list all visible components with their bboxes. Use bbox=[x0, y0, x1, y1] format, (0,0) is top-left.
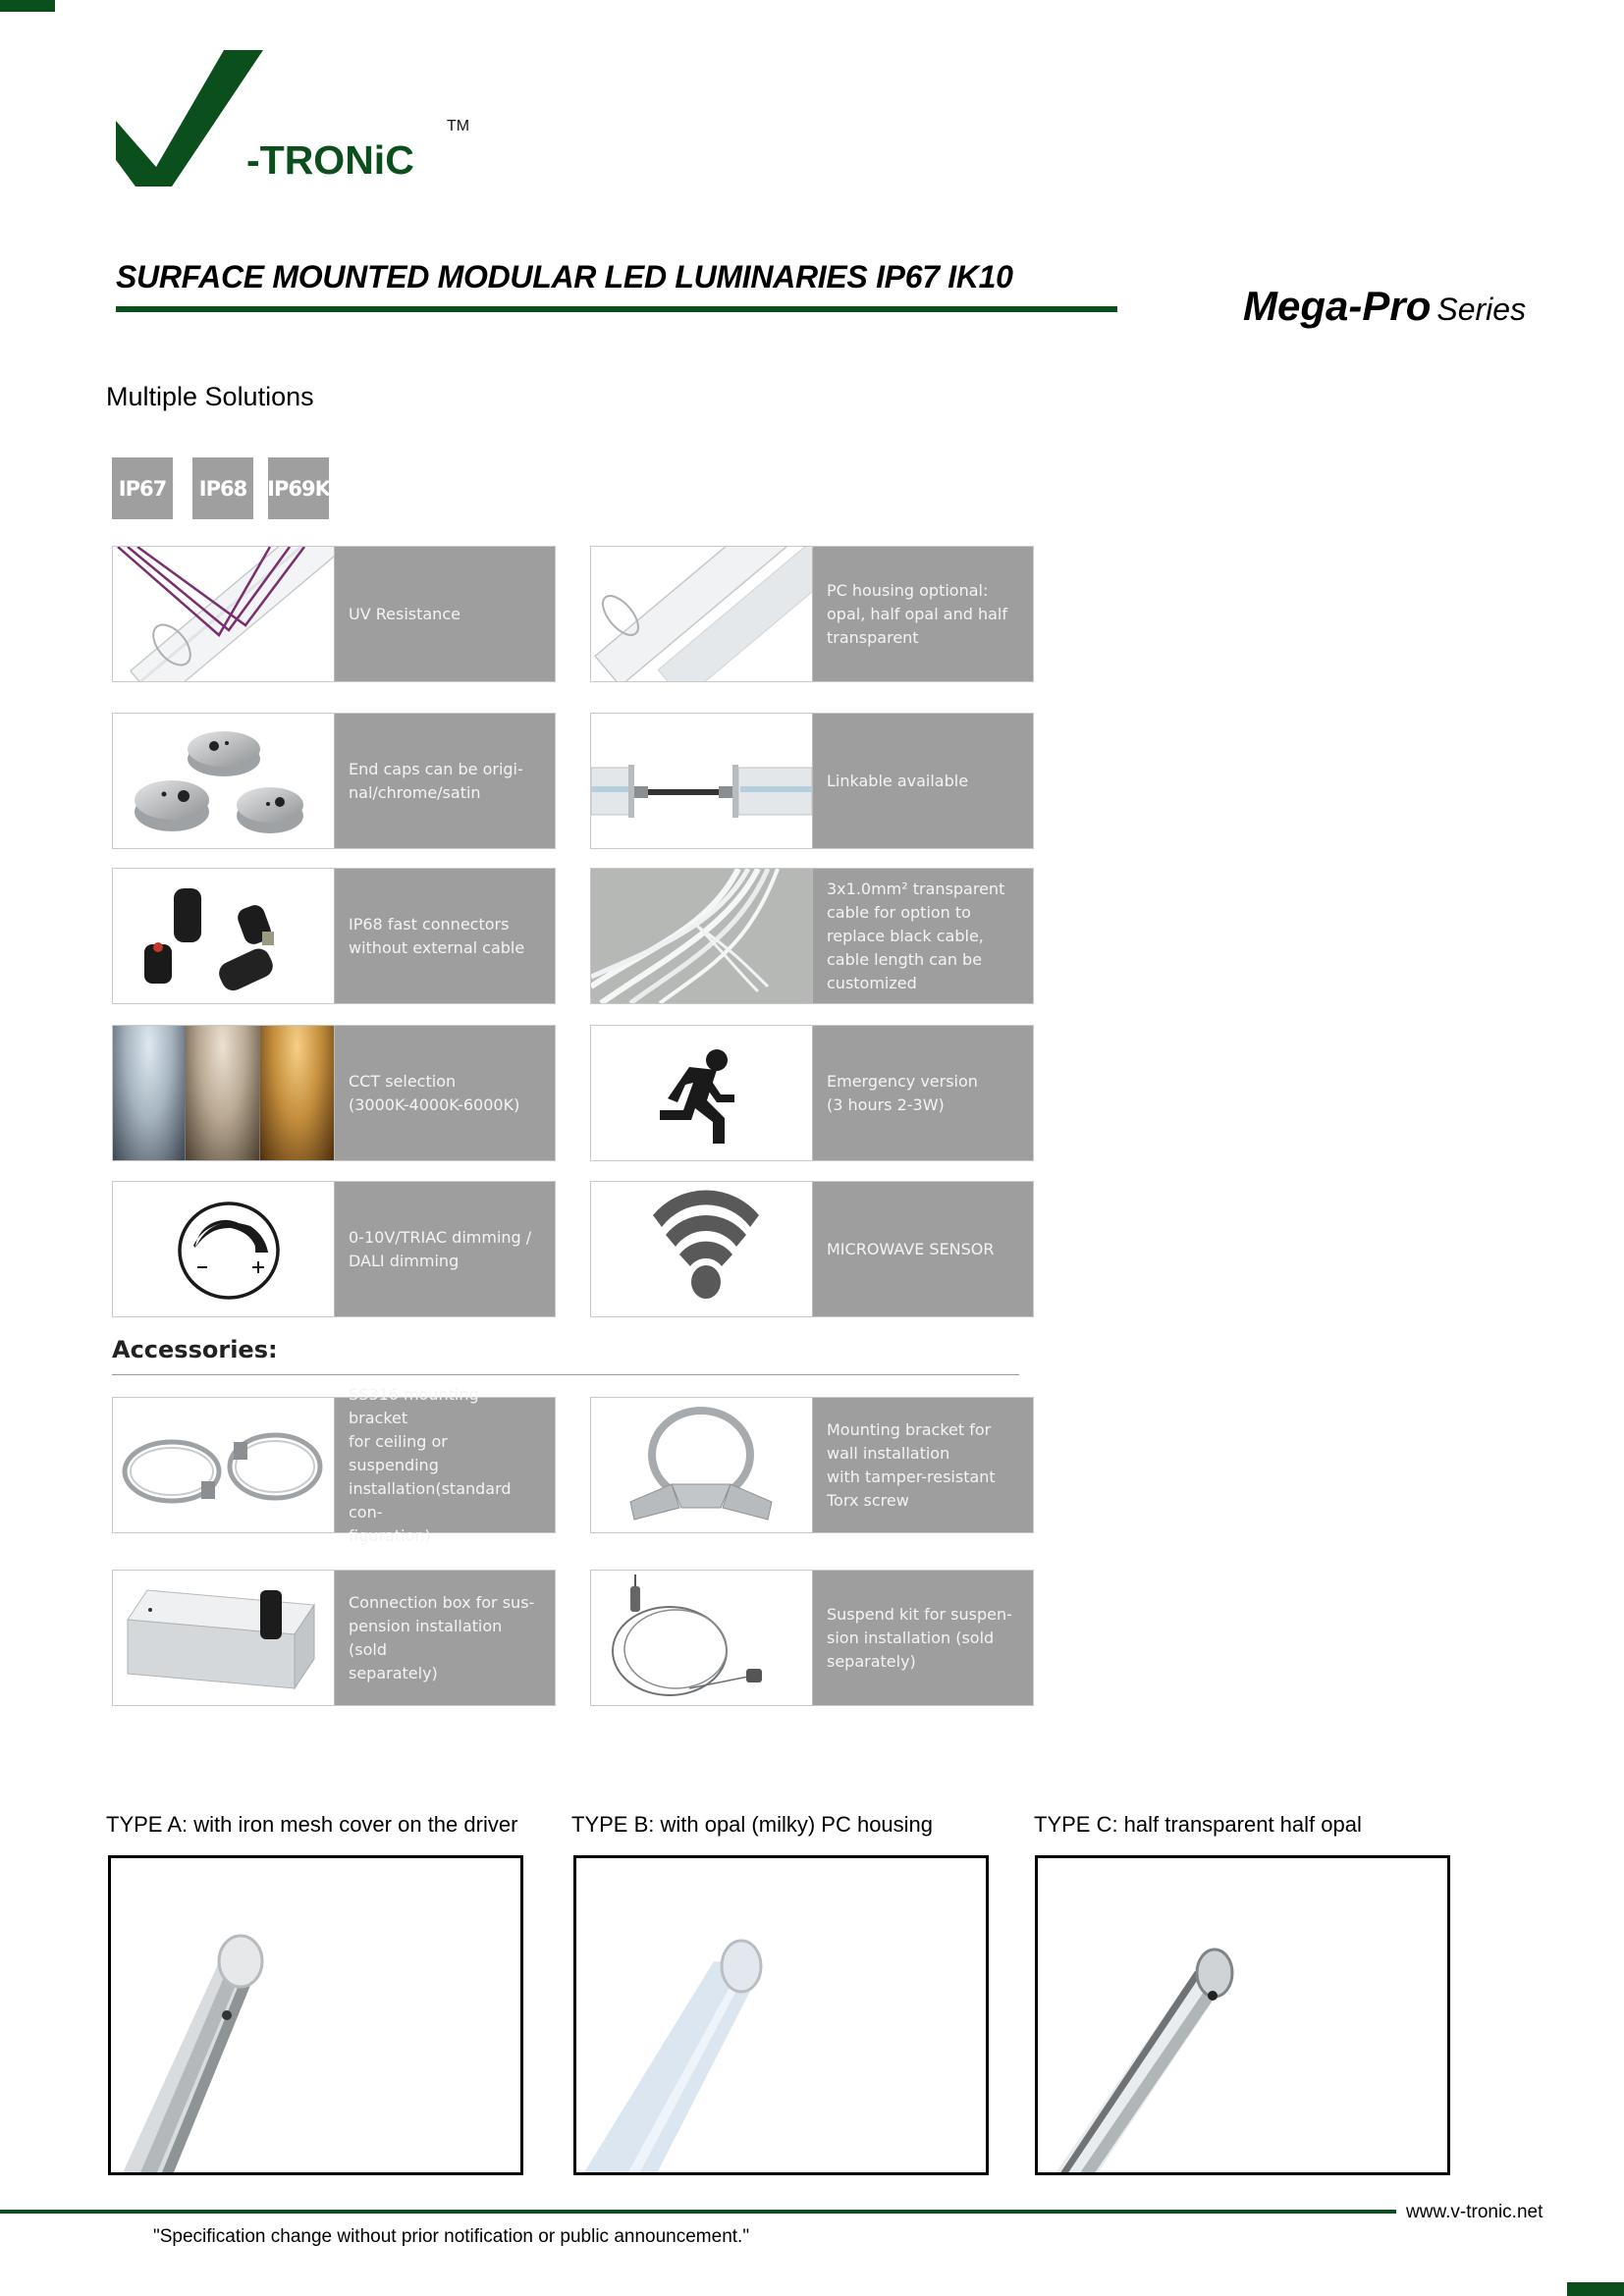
type-c-image bbox=[1035, 1855, 1450, 2175]
dimmer-icon bbox=[113, 1182, 335, 1316]
type-c-label: TYPE C: half transparent half opal bbox=[1034, 1812, 1362, 1837]
accessory-card-suspend-kit bbox=[591, 1571, 1033, 1705]
connection-box-icon bbox=[113, 1571, 335, 1705]
accessory-text: SS316 mounting bracket for ceiling or suspending installation(standard con- figuration) bbox=[349, 1384, 512, 1545]
accessory-card-clamp bbox=[113, 1384, 555, 1545]
feature-text: Emergency version (3 hours 2-3W) bbox=[827, 1071, 978, 1114]
connectors-icon bbox=[113, 869, 335, 1003]
series-name: Mega-Pro bbox=[1243, 283, 1432, 329]
accessory-text: Connection box for sus- pension installation (sold separately) bbox=[349, 1592, 535, 1682]
feature-text: IP68 fast connectors without external cable bbox=[349, 914, 525, 957]
logo-text: -TRONiC bbox=[246, 137, 414, 183]
type-b-label: TYPE B: with opal (milky) PC housing bbox=[571, 1812, 934, 1837]
accessory-card-connection-box bbox=[113, 1571, 555, 1705]
feature-card-emergency bbox=[591, 1026, 1033, 1160]
feature-card-linkable bbox=[591, 714, 1033, 848]
tube-half-opal-icon bbox=[1038, 1858, 1447, 2172]
type-a-image bbox=[108, 1855, 523, 2175]
feature-text: PC housing optional: opal, half opal and half transparent bbox=[827, 580, 1007, 647]
feature-card-uv bbox=[113, 547, 555, 681]
page-headline: SURFACE MOUNTED MODULAR LED LUMINARIES IP67 IK10 bbox=[116, 259, 1013, 294]
footer-disclaimer: "Specification change without prior notification or public announcement." bbox=[153, 2226, 750, 2247]
link-connector-icon bbox=[591, 714, 813, 848]
feature-text: End caps can be origi- nal/chrome/satin bbox=[349, 759, 523, 802]
feature-card-cable bbox=[591, 869, 1033, 1003]
series-suffix: Series bbox=[1436, 292, 1527, 327]
end-caps-icon bbox=[113, 714, 335, 848]
corner-accent-top bbox=[0, 0, 55, 12]
feature-card-dimming bbox=[113, 1182, 555, 1316]
cct-swatch-icon bbox=[113, 1026, 335, 1160]
feature-text: UV Resistance bbox=[349, 604, 460, 623]
brand-logo bbox=[113, 49, 486, 196]
uv-tube-icon bbox=[113, 547, 335, 681]
wall-bracket-icon bbox=[591, 1398, 813, 1532]
trademark-symbol: TM bbox=[447, 118, 470, 134]
accessory-text: Suspend kit for suspen- sion installation (sold separately) bbox=[827, 1604, 1012, 1671]
feature-card-connectors bbox=[113, 869, 555, 1003]
type-a-label: TYPE A: with iron mesh cover on the driver bbox=[106, 1812, 518, 1837]
ip67-badge: IP67 bbox=[112, 457, 173, 519]
feature-card-cct bbox=[113, 1026, 555, 1160]
suspend-kit-icon bbox=[591, 1571, 813, 1705]
feature-card-pc-housing bbox=[591, 547, 1033, 681]
footer-website-link[interactable]: www.v-tronic.net bbox=[1406, 2202, 1543, 2222]
tube-mesh-icon bbox=[111, 1858, 520, 2172]
accessory-card-wall-bracket bbox=[591, 1398, 1033, 1532]
clamp-bracket-icon bbox=[113, 1398, 335, 1532]
headline-rule bbox=[116, 306, 1117, 312]
feature-text: CCT selection (3000K-4000K-6000K) bbox=[349, 1071, 520, 1114]
accessory-text: Mounting bracket for wall installation with tamper-resistant Torx screw bbox=[827, 1419, 996, 1510]
pc-housing-icon bbox=[591, 547, 813, 681]
ip68-badge: IP68 bbox=[192, 457, 253, 519]
feature-card-end-caps bbox=[113, 714, 555, 848]
running-man-icon bbox=[591, 1026, 813, 1160]
feature-card-sensor bbox=[591, 1182, 1033, 1316]
section-title-solutions: Multiple Solutions bbox=[106, 382, 314, 411]
feature-text: Linkable available bbox=[827, 771, 969, 790]
tube-opal-icon bbox=[576, 1858, 986, 2172]
ip69k-badge: IP69K bbox=[268, 457, 329, 519]
feature-text: MICROWAVE SENSOR bbox=[827, 1239, 995, 1258]
wifi-sensor-icon bbox=[591, 1182, 813, 1316]
feature-text: 0-10V/TRIAC dimming / DALI dimming bbox=[349, 1227, 532, 1270]
footer-rule bbox=[0, 2210, 1396, 2214]
series-title bbox=[1243, 283, 1526, 330]
type-b-image bbox=[573, 1855, 989, 2175]
feature-text: 3x1.0mm² transparent cable for option to replace black cable, cable length can be customized bbox=[827, 879, 1005, 992]
corner-accent-bottom bbox=[1567, 2282, 1624, 2296]
accessories-rule bbox=[112, 1374, 1019, 1375]
cable-icon bbox=[591, 869, 813, 1003]
section-title-accessories: Accessories: bbox=[112, 1336, 278, 1363]
